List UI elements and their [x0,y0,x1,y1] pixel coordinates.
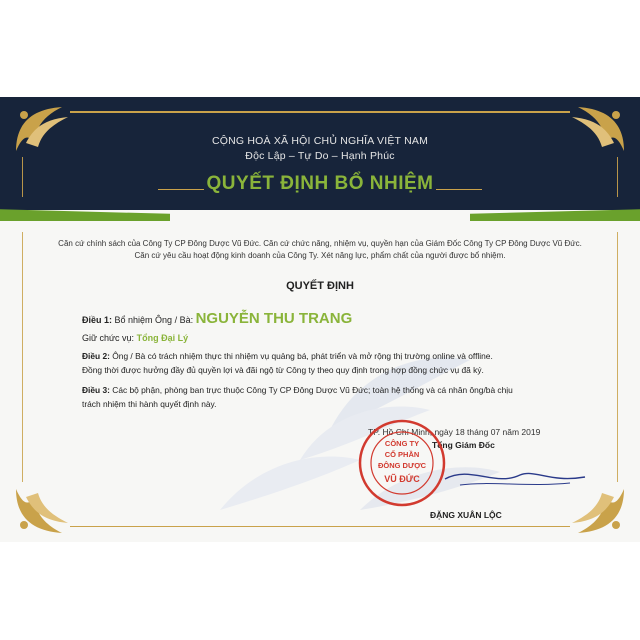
decision-heading: QUYẾT ĐỊNH [286,280,354,292]
article-1-label: Điều 1: [82,315,113,325]
signature-title: Tổng Giám Đốc [432,440,495,450]
top-gold-rule [70,111,570,113]
border-line-left [22,232,23,482]
position-label: Giữ chức vụ: [82,333,135,343]
article-3-label: Điều 3: [82,385,110,395]
article-2-label: Điều 2: [82,351,110,361]
signatory-name: ĐẶNG XUÂN LỘC [430,510,502,520]
seal-line-3: ĐÔNG DƯỢC [377,461,427,470]
article-1-position [82,333,188,343]
article-1-text: Bổ nhiệm Ông / Bà: [114,315,194,325]
article-2-line-1: Ông / Bà có trách nhiệm thực thi nhiệm vụ quảng bá, phát triển và mở rộng thị trường online và offline. [112,351,493,361]
seal-line-4: VŨ ĐỨC [384,474,420,484]
company-seal [358,419,446,507]
ornament-bottom-right-icon [566,485,628,537]
border-line-right [617,232,618,482]
ornament-top-right-icon [566,103,628,155]
seal-graphic [358,419,446,507]
article-2-line-2: Đồng thời được hưởng đầy đủ quyền lợi và đãi ngộ từ Công ty theo quy định trong hợp đồng chức vụ đã ký. [82,365,484,375]
preamble-line-2: Căn cứ yêu cầu hoạt động kinh doanh của Công Ty. Xét năng lực, phẩm chất của người được bổ nhiệm. [134,251,506,260]
ornament-top-left-icon [12,103,74,155]
preamble-line-1: Căn cứ chính sách của Công Ty CP Đông Dược Vũ Đức. Căn cứ chức năng, nhiệm vụ, quyền hạn của Giám Đốc Công Ty CP Đông Dược Vũ Đức. [58,239,582,248]
seal-line-2: CỔ PHẦN [384,450,420,459]
position-value: Tổng Đại Lý [136,333,189,343]
article-3-line-2: trách nhiệm thi hành quyết định này. [82,399,217,409]
article-1 [82,310,352,327]
article-2 [82,349,562,377]
article-3 [82,383,562,411]
appointee-name: NGUYỄN THU TRANG [195,310,353,327]
republic-name: CỘNG HOÀ XÃ HỘI CHỦ NGHĨA VIỆT NAM [211,135,429,147]
bottom-gold-rule [70,526,570,527]
certificate [0,97,640,542]
seal-line-1: CÔNG TY [384,439,420,448]
signature-date: TP. Hồ Chí Minh, ngày 18 tháng 07 năm 2019 [368,427,541,437]
article-3-line-1: Các bộ phận, phòng ban trực thuộc Công Ty CP Đông Dược Vũ Đức; toàn hệ thống và cá nhân ông/bà chịu [112,385,513,395]
certificate-title: QUYẾT ĐỊNH BỔ NHIỆM [206,173,434,194]
ornament-bottom-left-icon [12,485,74,537]
national-motto: Độc Lập – Tự Do – Hạnh Phúc [245,150,395,162]
